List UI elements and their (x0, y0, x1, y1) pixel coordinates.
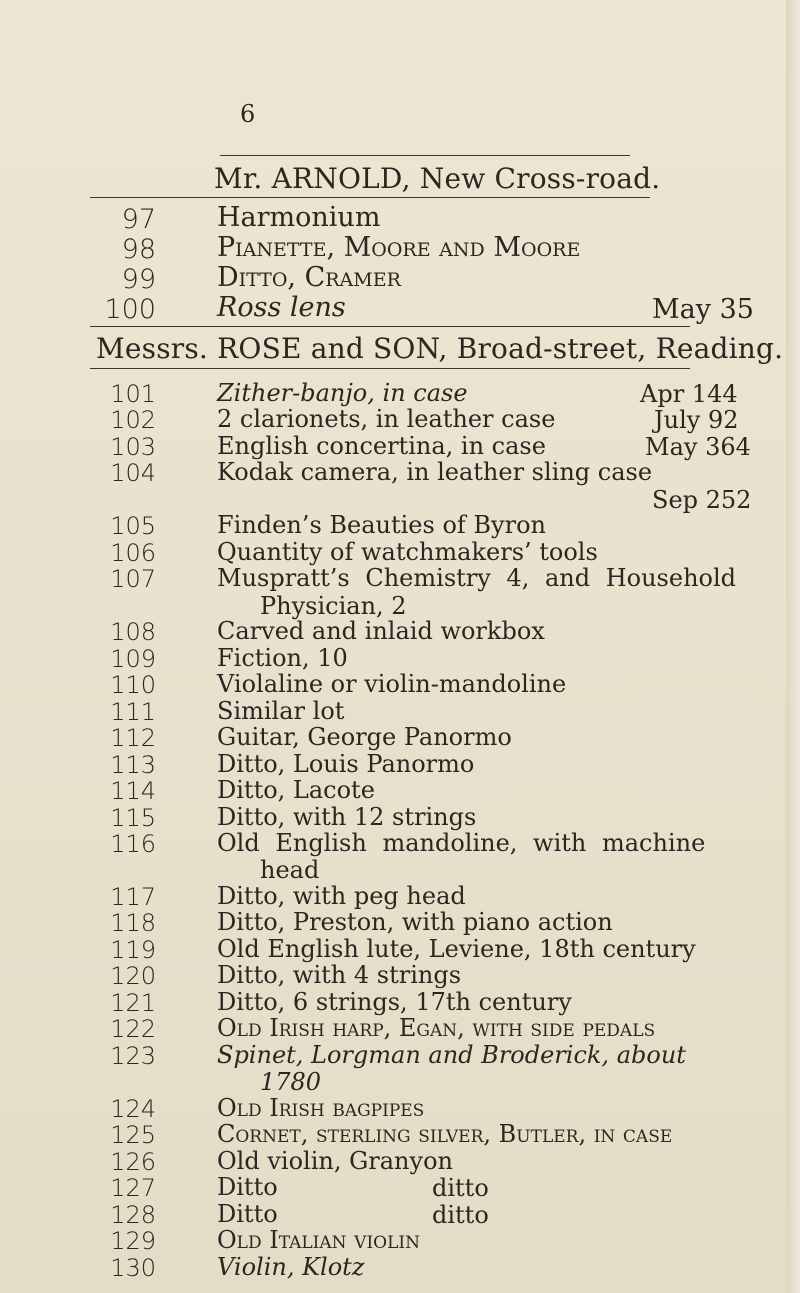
lot-number: 112 (110, 724, 156, 753)
lot-number: 111 (110, 697, 156, 726)
lot-number: 115 (110, 803, 156, 832)
lot-number: 117 (110, 882, 156, 911)
lot-description: Finden’s Beauties of Byron (217, 511, 546, 540)
sale-date: Sep 252 (652, 485, 752, 514)
lot-number: 116 (110, 830, 156, 858)
lot-description: Ditto, with peg head (217, 881, 466, 910)
lot-number: 128 (110, 1200, 156, 1229)
lot-number: 105 (110, 512, 156, 541)
lot-description: Ditto, Lacote (217, 776, 375, 805)
rule-top (220, 155, 630, 156)
lot-number: 99 (121, 264, 156, 295)
lot-number: 120 (110, 962, 156, 991)
lot-number: 97 (121, 204, 156, 235)
lot-number: 108 (110, 618, 156, 647)
lot-number: 122 (110, 1015, 156, 1044)
lot-description: English concertina, in case (217, 431, 546, 460)
lot-number: 100 (104, 294, 156, 325)
lot-description: Ditto, with 4 strings (217, 961, 462, 990)
rule-under-rose (90, 368, 690, 369)
sale-date: May 364 (645, 432, 751, 461)
lot-number: 125 (110, 1121, 156, 1150)
lot-number: 124 (110, 1094, 156, 1123)
lot-number: 114 (110, 777, 156, 806)
lot-description: Old Irish harp, Egan, with side pedals (217, 1014, 656, 1043)
lot-number: 121 (110, 988, 156, 1017)
lot-description-continued: Physician, 2 (260, 591, 407, 620)
ditto-mark: ditto (432, 1174, 489, 1203)
lot-number: 129 (110, 1227, 156, 1256)
lot-description: Pianette, Moore and Moore (217, 232, 581, 263)
sale-date: May 35 (652, 294, 754, 325)
lot-description: 2 clarionets, in leather case (217, 405, 556, 434)
lot-description: Ditto (217, 1199, 278, 1228)
lot-number: 102 (110, 406, 156, 435)
section-heading-rose: Messrs. ROSE and SON, Broad-street, Reading. (96, 332, 784, 365)
lot-description: Cornet, sterling silver, Butler, in case (217, 1120, 673, 1149)
lot-description: Old Irish bagpipes (217, 1093, 425, 1122)
lot-description: Zither-banjo, in case (217, 379, 468, 407)
rule-under-arnold (90, 197, 650, 198)
lot-number: 130 (110, 1253, 156, 1282)
lot-description: Ditto, Preston, with piano action (217, 908, 613, 937)
lot-description: Violaline or violin-mandoline (217, 670, 567, 699)
lot-description: Old Italian violin (217, 1226, 420, 1255)
lot-description: Kodak camera, in leather sling case (217, 458, 653, 487)
lot-number: 127 (110, 1174, 156, 1203)
lot-description: Muspratt’s Chemistry 4, and Household (217, 564, 737, 593)
lot-number: 101 (110, 380, 156, 408)
lot-description: Old violin, Granyon (217, 1146, 453, 1175)
lot-number: 104 (110, 459, 156, 488)
lot-number: 126 (110, 1147, 156, 1176)
lot-description-continued: head (260, 856, 320, 885)
lot-description: Fiction, 10 (217, 643, 348, 672)
sale-date: Apr 144 (640, 380, 738, 408)
lot-number: 98 (121, 234, 156, 265)
lot-number: 119 (110, 935, 156, 964)
sale-date: July 92 (654, 406, 739, 435)
lot-description: Old English mandoline, with machine (217, 829, 706, 857)
lot-number: 109 (110, 644, 156, 673)
lot-description: Ditto (217, 1173, 278, 1202)
rule-above-rose (90, 326, 690, 327)
lot-description: Quantity of watchmakers’ tools (217, 537, 598, 566)
section-heading-arnold: Mr. ARNOLD, New Cross-road. (214, 162, 661, 195)
ditto-mark: ditto (432, 1200, 489, 1229)
lot-description: Ditto, Cramer (217, 262, 401, 293)
lot-number: 103 (110, 432, 156, 461)
lot-number: 123 (110, 1041, 156, 1070)
lot-description: Old English lute, Leviene, 18th century (217, 934, 696, 963)
lot-number: 113 (110, 750, 156, 779)
lot-description-continued: 1780 (260, 1068, 322, 1097)
lot-description: Guitar, George Panormo (217, 723, 512, 752)
lot-description: Ditto, with 12 strings (217, 802, 477, 831)
lot-description: Violin, Klotz (217, 1252, 365, 1281)
lot-description: Spinet, Lorgman and Broderick, about (217, 1040, 686, 1069)
lot-description: Ditto, 6 strings, 17th century (217, 987, 572, 1016)
page-number: 6 (240, 100, 256, 128)
lot-number: 107 (110, 565, 156, 594)
lot-description: Ross lens (217, 292, 346, 323)
lot-description: Similar lot (217, 696, 345, 725)
lot-number: 118 (110, 909, 156, 938)
lot-description: Harmonium (217, 202, 381, 233)
lot-description: Carved and inlaid workbox (217, 617, 545, 646)
lot-number: 106 (110, 538, 156, 567)
lot-number: 110 (110, 671, 156, 700)
lot-description: Ditto, Louis Panormo (217, 749, 475, 778)
